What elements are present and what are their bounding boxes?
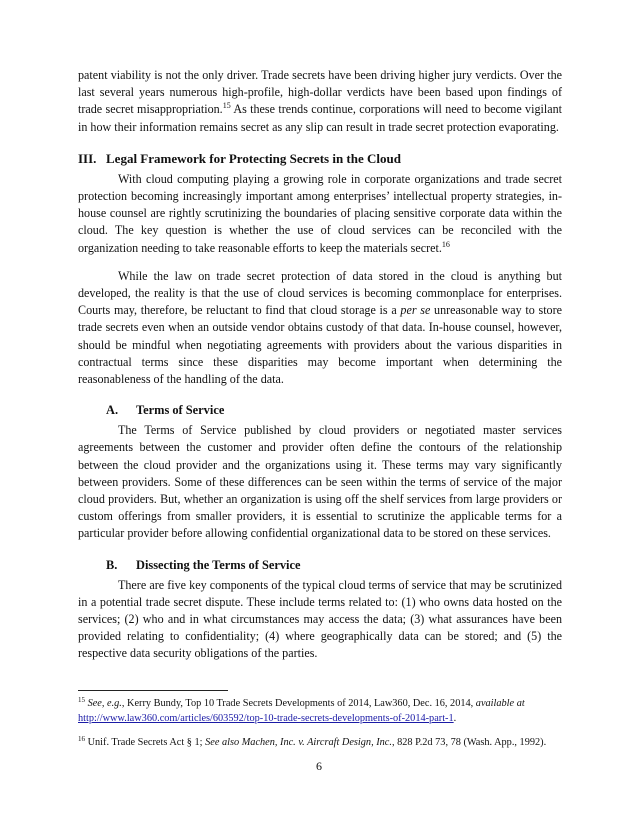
intro-paragraph xyxy=(78,67,562,136)
subsection-b-number: B. xyxy=(106,557,118,572)
footnote-15-text: , Kerry Bundy, Top 10 Trade Secrets Developments of 2014, Law360, Dec. 16, 2014, xyxy=(121,698,476,709)
subsection-b-title: Dissecting the Terms of Service xyxy=(136,557,301,572)
subsection-a-number: A. xyxy=(106,403,119,418)
footnote-15-link[interactable]: http://www.law360.com/articles/603592/top-10-trade-secrets-developments-of-2014-part-1 xyxy=(78,712,454,724)
section-title: Legal Framework for Protecting Secrets in the Cloud xyxy=(106,150,401,166)
section-number: III. xyxy=(78,150,97,166)
intro-text: patent viability is not the only driver. Trade secrets have been driving higher jury verdicts. Over the last several years numerous high-profile, high-dollar verdicts have been based upon findings of trade secret misappropriation. xyxy=(78,68,562,117)
footnote-16 xyxy=(78,736,562,751)
footnote-15-period: . xyxy=(453,712,457,724)
section-paragraph-1 xyxy=(78,171,562,257)
section-paragraph-2 xyxy=(78,268,562,388)
footnote-ref-15[interactable]: 15 xyxy=(222,101,231,111)
latin-term: per se xyxy=(400,303,431,318)
section-heading xyxy=(78,150,562,167)
page-number: 6 xyxy=(316,759,322,773)
footnote-16-text-continued: , 828 P.2d 73, 78 (Wash. App., 1992). xyxy=(391,737,547,748)
intro-text-continued: As these trends continue, corporations will need to become vigilant in how their information remains secret as any slip can result in trade secret protection evaporating. xyxy=(78,102,562,134)
subsection-a-title: Terms of Service xyxy=(136,403,225,418)
available-at-label: available at xyxy=(475,698,525,709)
section-paragraph-2-text: While the law on trade secret protection of data stored in the cloud is anything but developed, the reality is that the use of cloud services is becoming commonplace for enterprises. Courts may, therefore, be reluctant to find that cloud storage is a xyxy=(78,268,562,318)
footnote-16-text: Unif. Trade Secrets Act § 1; xyxy=(85,737,206,748)
subsection-b-paragraph: There are five key components of the typical cloud terms of service that may be scrutinized in a potential trade secret dispute. These include terms related to: (1) who owns data hosted on the services; (2) who and in what circumstances may access the data; (3) what assurances have been provided relating to confidentiality; (4) where geographically data can be stored; and (5) the respective data security obligations of the parties. xyxy=(78,577,562,661)
case-citation: See also Machen, Inc. v. Aircraft Design, Inc. xyxy=(205,737,392,748)
section-paragraph-2-text-continued: unreasonable way to store trade secrets even when an outside vendor obtains custody of that data. In-house counsel, however, should be mindful when negotiating agreements with providers about the various disparities in contractual terms since these disparities may become important when determining the reasonableness of the handling of the data. xyxy=(78,303,562,387)
subsection-b-heading xyxy=(78,557,562,574)
subsection-a-heading xyxy=(78,402,562,419)
citation-signal: See, e.g. xyxy=(87,698,122,709)
footnote-15 xyxy=(78,697,562,726)
footnote-15-number: 15 xyxy=(78,696,85,704)
footnote-16-number: 16 xyxy=(78,735,85,743)
page-body xyxy=(78,67,562,663)
footnotes xyxy=(78,697,562,751)
footnote-ref-16[interactable]: 16 xyxy=(441,239,450,249)
footnote-separator xyxy=(78,690,228,691)
subsection-a-paragraph: The Terms of Service published by cloud providers or negotiated master services agreements between the customer and provider often define the contours of the relationship between the cloud provider and the organizations using it. These terms may vary significantly between providers. Some of these differences can be seen within the terms of service of the major cloud providers. But, whether an organization is using off the shelf services from large providers or custom offerings from smaller providers, it is essential to scrutinize the applicable terms for a particular provider before allowing confidential organizational data to be stored on these services. xyxy=(78,423,562,541)
section-paragraph-1-text: With cloud computing playing a growing role in corporate organizations and trade secret protection becoming increasingly important among enterprises’ intellectual property strategies, in-house counsel are rightly scrutinizing the boundaries of placing sensitive corporate data within the cloud. The key question is whether the use of cloud services can be reconciled with the organization needing to take reasonable efforts to keep the materials secret. xyxy=(78,171,562,255)
